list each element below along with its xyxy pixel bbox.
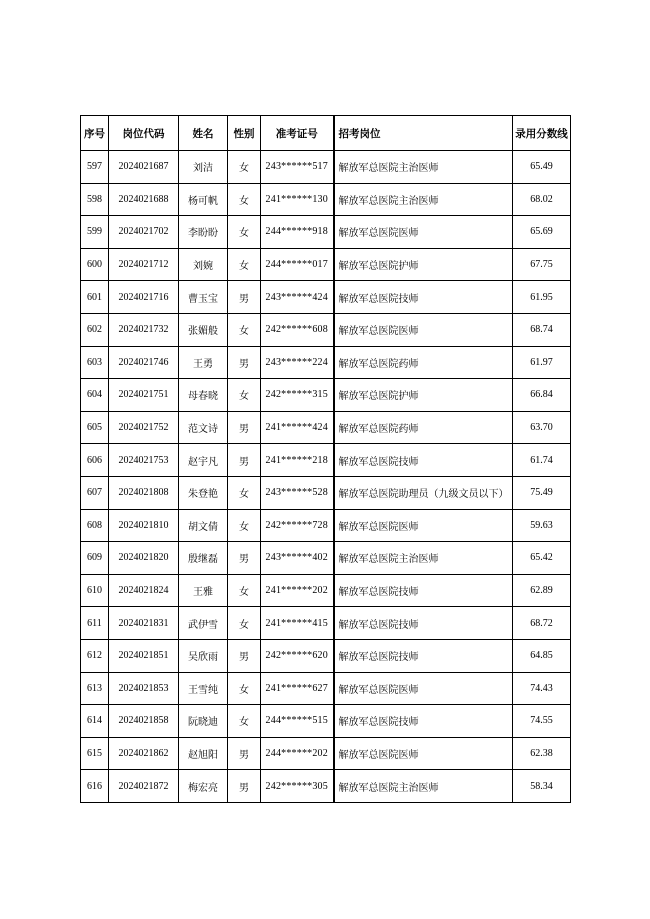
cell-score: 74.43 (513, 672, 571, 705)
cell-code: 2024021820 (109, 542, 179, 575)
column-header-index: 序号 (81, 116, 109, 151)
cell-ticket: 242******728 (261, 509, 334, 542)
cell-position: 解放军总医院主治医师 (334, 183, 513, 216)
cell-name: 张媚般 (179, 313, 228, 346)
cell-name: 吴欣雨 (179, 639, 228, 672)
table-row (81, 476, 571, 509)
cell-no: 598 (81, 183, 109, 216)
cell-name: 殷继磊 (179, 542, 228, 575)
cell-no: 606 (81, 444, 109, 477)
cell-ticket: 244******017 (261, 248, 334, 281)
cell-position: 解放军总医院护师 (334, 248, 513, 281)
cell-no: 599 (81, 216, 109, 249)
cell-no: 607 (81, 476, 109, 509)
cell-position: 解放军总医院技师 (334, 281, 513, 314)
column-header-position-code: 岗位代码 (109, 116, 179, 151)
cell-gender: 女 (228, 313, 261, 346)
cell-no: 614 (81, 705, 109, 738)
cell-no: 602 (81, 313, 109, 346)
cell-ticket: 242******620 (261, 639, 334, 672)
cell-score: 75.49 (513, 476, 571, 509)
cell-score: 68.02 (513, 183, 571, 216)
cell-gender: 女 (228, 216, 261, 249)
table-row (81, 379, 571, 412)
cell-ticket: 244******918 (261, 216, 334, 249)
table-row (81, 281, 571, 314)
table-row (81, 411, 571, 444)
cell-ticket: 241******415 (261, 607, 334, 640)
cell-score: 61.95 (513, 281, 571, 314)
cell-no: 610 (81, 574, 109, 607)
cell-name: 刘婉 (179, 248, 228, 281)
cell-position: 解放军总医院医师 (334, 672, 513, 705)
cell-gender: 女 (228, 248, 261, 281)
cell-name: 梅宏亮 (179, 770, 228, 803)
table-row (81, 574, 571, 607)
cell-position: 解放军总医院主治医师 (334, 542, 513, 575)
cell-code: 2024021862 (109, 737, 179, 770)
cell-gender: 男 (228, 770, 261, 803)
cell-score: 61.97 (513, 346, 571, 379)
cell-ticket: 242******608 (261, 313, 334, 346)
cell-ticket: 241******627 (261, 672, 334, 705)
table-row (81, 248, 571, 281)
cell-code: 2024021751 (109, 379, 179, 412)
cell-name: 胡文倩 (179, 509, 228, 542)
cell-code: 2024021746 (109, 346, 179, 379)
cell-gender: 男 (228, 411, 261, 444)
cell-ticket: 243******402 (261, 542, 334, 575)
cell-gender: 女 (228, 607, 261, 640)
cell-name: 赵旭阳 (179, 737, 228, 770)
cell-position: 解放军总医院技师 (334, 444, 513, 477)
cell-ticket: 241******218 (261, 444, 334, 477)
cell-code: 2024021687 (109, 151, 179, 184)
table-row (81, 607, 571, 640)
cell-score: 68.72 (513, 607, 571, 640)
cell-name: 范文诗 (179, 411, 228, 444)
cell-name: 王雪纯 (179, 672, 228, 705)
cell-no: 597 (81, 151, 109, 184)
table-row (81, 705, 571, 738)
table-row (81, 151, 571, 184)
cell-code: 2024021810 (109, 509, 179, 542)
cell-ticket: 243******224 (261, 346, 334, 379)
cell-position: 解放军总医院技师 (334, 574, 513, 607)
cell-name: 赵宇凡 (179, 444, 228, 477)
cell-ticket: 244******202 (261, 737, 334, 770)
cell-gender: 女 (228, 705, 261, 738)
cell-code: 2024021716 (109, 281, 179, 314)
cell-score: 62.38 (513, 737, 571, 770)
cell-no: 612 (81, 639, 109, 672)
cell-score: 64.85 (513, 639, 571, 672)
cell-ticket: 242******315 (261, 379, 334, 412)
cell-no: 601 (81, 281, 109, 314)
cell-name: 李盼盼 (179, 216, 228, 249)
column-header-gender: 性别 (228, 116, 261, 151)
cell-gender: 男 (228, 737, 261, 770)
cell-gender: 女 (228, 379, 261, 412)
cell-name: 杨可帆 (179, 183, 228, 216)
cell-ticket: 241******130 (261, 183, 334, 216)
column-header-name: 姓名 (179, 116, 228, 151)
cell-code: 2024021688 (109, 183, 179, 216)
cell-ticket: 241******424 (261, 411, 334, 444)
cell-position: 解放军总医院药师 (334, 411, 513, 444)
cell-code: 2024021831 (109, 607, 179, 640)
cell-name: 王勇 (179, 346, 228, 379)
cell-gender: 男 (228, 639, 261, 672)
cell-gender: 女 (228, 151, 261, 184)
cell-position: 解放军总医院医师 (334, 737, 513, 770)
cell-gender: 女 (228, 183, 261, 216)
cell-code: 2024021702 (109, 216, 179, 249)
cell-name: 王雅 (179, 574, 228, 607)
table-header-row (81, 116, 571, 151)
cell-no: 613 (81, 672, 109, 705)
cell-name: 武伊雪 (179, 607, 228, 640)
column-header-position: 招考岗位 (334, 116, 513, 151)
cell-score: 61.74 (513, 444, 571, 477)
table-row (81, 313, 571, 346)
cell-no: 615 (81, 737, 109, 770)
cell-no: 600 (81, 248, 109, 281)
cell-gender: 男 (228, 281, 261, 314)
cell-gender: 女 (228, 476, 261, 509)
cell-position: 解放军总医院技师 (334, 639, 513, 672)
cell-gender: 女 (228, 509, 261, 542)
cell-score: 59.63 (513, 509, 571, 542)
cell-code: 2024021858 (109, 705, 179, 738)
cell-no: 604 (81, 379, 109, 412)
cell-score: 58.34 (513, 770, 571, 803)
cell-ticket: 243******517 (261, 151, 334, 184)
cell-position: 解放军总医院医师 (334, 509, 513, 542)
table-row (81, 672, 571, 705)
cell-no: 616 (81, 770, 109, 803)
cell-name: 朱登艳 (179, 476, 228, 509)
cell-code: 2024021824 (109, 574, 179, 607)
cell-gender: 男 (228, 346, 261, 379)
cell-no: 605 (81, 411, 109, 444)
cell-position: 解放军总医院护师 (334, 379, 513, 412)
cell-score: 68.74 (513, 313, 571, 346)
cell-position: 解放军总医院技师 (334, 607, 513, 640)
table-row (81, 737, 571, 770)
table-row (81, 639, 571, 672)
cell-score: 66.84 (513, 379, 571, 412)
cell-code: 2024021851 (109, 639, 179, 672)
cell-gender: 男 (228, 444, 261, 477)
cell-name: 曹玉宝 (179, 281, 228, 314)
table-row (81, 509, 571, 542)
cell-score: 65.49 (513, 151, 571, 184)
cell-code: 2024021753 (109, 444, 179, 477)
cell-no: 603 (81, 346, 109, 379)
cell-ticket: 241******202 (261, 574, 334, 607)
cell-position: 解放军总医院医师 (334, 313, 513, 346)
cell-position: 解放军总医院药师 (334, 346, 513, 379)
cell-ticket: 243******424 (261, 281, 334, 314)
cell-gender: 女 (228, 672, 261, 705)
cell-name: 刘洁 (179, 151, 228, 184)
cell-score: 65.69 (513, 216, 571, 249)
cell-no: 608 (81, 509, 109, 542)
cell-gender: 男 (228, 542, 261, 575)
cell-no: 611 (81, 607, 109, 640)
cell-position: 解放军总医院主治医师 (334, 151, 513, 184)
cell-position: 解放军总医院主治医师 (334, 770, 513, 803)
cell-code: 2024021752 (109, 411, 179, 444)
recruitment-score-table (80, 115, 571, 803)
table-body (81, 151, 571, 803)
cell-score: 67.75 (513, 248, 571, 281)
table-row (81, 770, 571, 803)
cell-code: 2024021712 (109, 248, 179, 281)
table-row (81, 444, 571, 477)
table-row (81, 346, 571, 379)
cell-ticket: 243******528 (261, 476, 334, 509)
cell-code: 2024021853 (109, 672, 179, 705)
table-row (81, 183, 571, 216)
column-header-score-line: 录用分数线 (513, 116, 571, 151)
cell-score: 63.70 (513, 411, 571, 444)
cell-score: 62.89 (513, 574, 571, 607)
table-row (81, 542, 571, 575)
cell-no: 609 (81, 542, 109, 575)
cell-code: 2024021872 (109, 770, 179, 803)
cell-position: 解放军总医院技师 (334, 705, 513, 738)
cell-score: 74.55 (513, 705, 571, 738)
cell-code: 2024021808 (109, 476, 179, 509)
cell-code: 2024021732 (109, 313, 179, 346)
cell-gender: 女 (228, 574, 261, 607)
cell-position: 解放军总医院医师 (334, 216, 513, 249)
table-row (81, 216, 571, 249)
cell-name: 母春晓 (179, 379, 228, 412)
cell-position: 解放军总医院助理员（九级文员以下） (334, 476, 513, 509)
column-header-ticket-number: 准考证号 (261, 116, 334, 151)
cell-name: 阮晓迪 (179, 705, 228, 738)
cell-score: 65.42 (513, 542, 571, 575)
cell-ticket: 242******305 (261, 770, 334, 803)
cell-ticket: 244******515 (261, 705, 334, 738)
